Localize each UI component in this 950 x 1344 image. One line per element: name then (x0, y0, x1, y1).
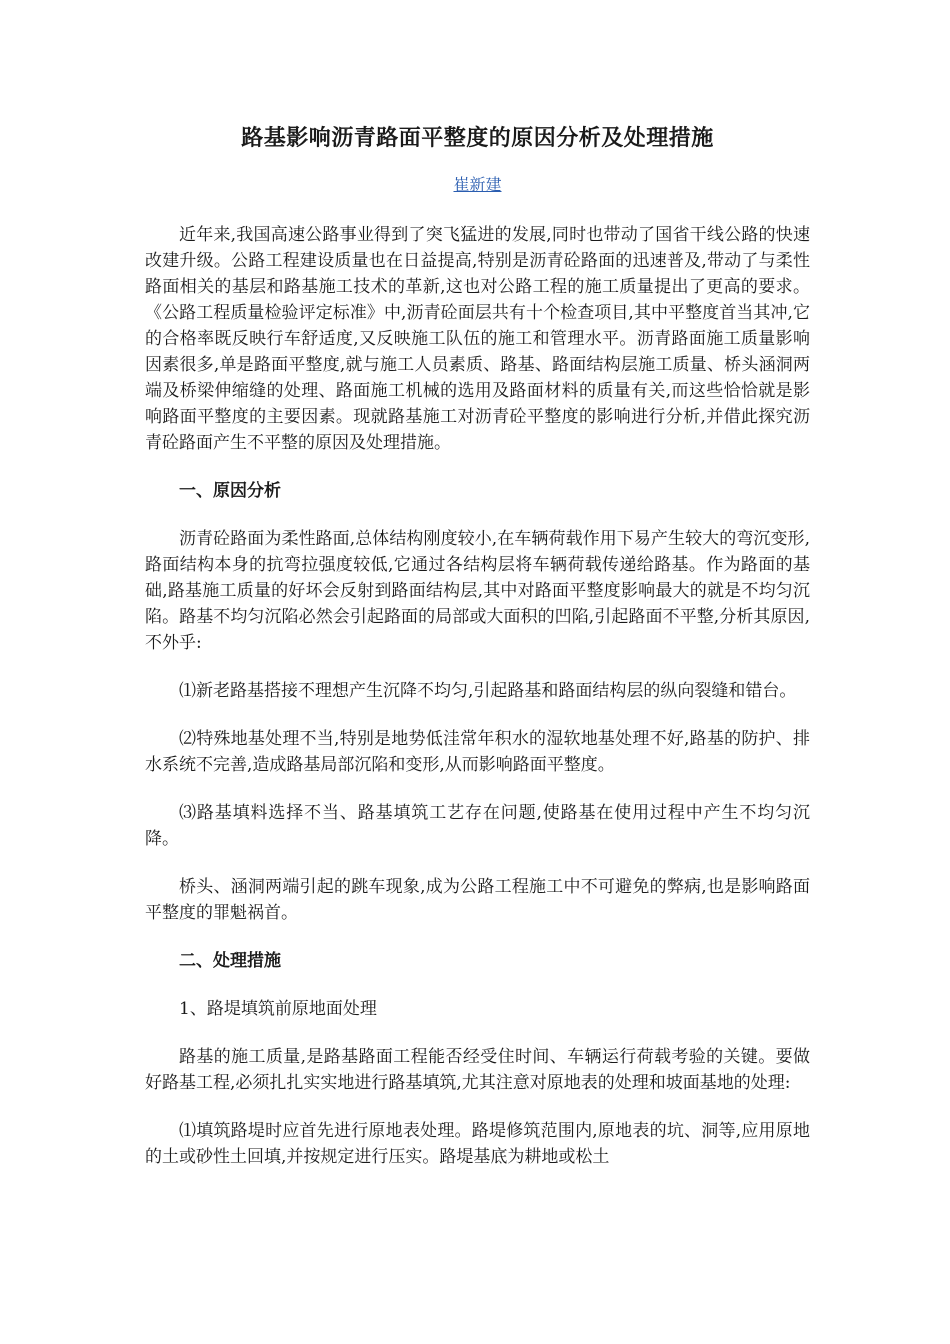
measures-paragraph: 路基的施工质量,是路基路面工程能否经受住时间、车辆运行荷载考验的关键。要做好路基工程,必须扎扎实实地进行路基填筑,尤其注意对原地表的处理和坡面基地的处理: (145, 1047, 810, 1093)
subheading-ground-treatment: 1、路堤填筑前原地面处理 (179, 999, 377, 1019)
section-heading-causes: 一、原因分析 (179, 481, 281, 501)
cause-item-3: ⑶路基填料选择不当、路基填筑工艺存在问题,使路基在使用过程中产生不均匀沉降。 (145, 803, 810, 849)
causes-paragraph: 沥青砼路面为柔性路面,总体结构刚度较小,在车辆荷载作用下易产生较大的弯沉变形,路面结构本身的抗弯拉强度较低,它通过各结构层将车辆荷载传递给路基。作为路面的基础,路基施工质量的好坏会反射到路面结构层,其中对路面平整度影响最大的就是不均匀沉陷。路基不均匀沉陷必然会引起路面的局部或大面积的凹陷,引起路面不平整,分析其原因,不外乎: (145, 529, 810, 653)
measure-item-1: ⑴填筑路堤时应首先进行原地表处理。路堤修筑范围内,原地表的坑、洞等,应用原地的土或砂性土回填,并按规定进行压实。路堤基底为耕地或松土 (145, 1121, 810, 1167)
bridge-paragraph: 桥头、涵洞两端引起的跳车现象,成为公路工程施工中不可避免的弊病,也是影响路面平整度的罪魁祸首。 (145, 877, 810, 923)
section-heading-measures: 二、处理措施 (179, 951, 281, 971)
intro-paragraph: 近年来,我国高速公路事业得到了突飞猛进的发展,同时也带动了国省干线公路的快速改建升级。公路工程建设质量也在日益提高,特别是沥青砼路面的迅速普及,带动了与柔性路面相关的基层和路基施工技术的革新,这也对公路工程的施工质量提出了更高的要求。《公路工程质量检验评定标准》中,沥青砼面层共有十个检查项目,其中平整度首当其冲,它的合格率既反映行车舒适度,又反映施工队伍的施工和管理水平。沥青路面施工质量影响因素很多,单是路面平整度,就与施工人员素质、路基、路面结构层施工质量、桥头涵洞两端及桥梁伸缩缝的处理、路面施工机械的选用及路面材料的质量有关,而这些恰恰就是影响路面平整度的主要因素。现就路基施工对沥青砼平整度的影响进行分析,并借此探究沥青砼路面产生不平整的原因及处理措施。 (145, 225, 810, 453)
document-page (145, 118, 810, 1170)
author-link[interactable]: 崔新建 (453, 175, 502, 194)
cause-item-1: ⑴新老路基搭接不理想产生沉降不均匀,引起路基和路面结构层的纵向裂缝和错台。 (179, 681, 797, 701)
document-title: 路基影响沥青路面平整度的原因分析及处理措施 (241, 125, 714, 151)
cause-item-2: ⑵特殊地基处理不当,特别是地势低洼常年积水的湿软地基处理不好,路基的防护、排水系统不完善,造成路基局部沉陷和变形,从而影响路面平整度。 (145, 729, 810, 775)
author-line (145, 172, 810, 198)
